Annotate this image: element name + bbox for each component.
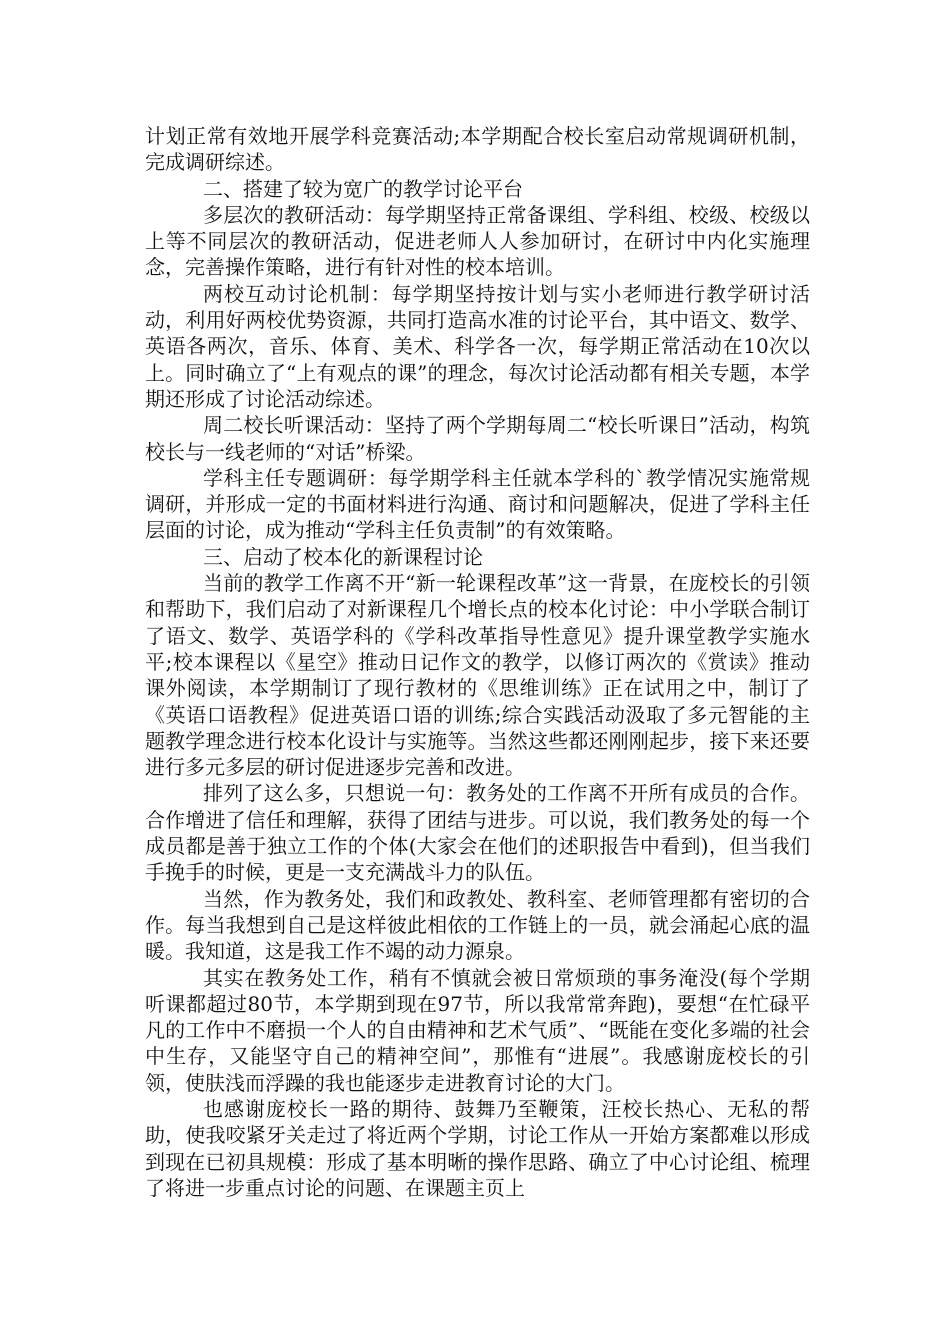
section-heading-three: 三、启动了校本化的新课程讨论 [203,544,483,569]
paragraph-continued-text: 计划正常有效地开展学科竞赛活动;本学期配合校长室启动常规调研机制，完成调研综述。 [145,124,810,175]
paragraph-two-school-mechanism: 两校互动讨论机制：每学期坚持按计划与实小老师进行教学研讨活动，利用好两校优势资源，共同打造高水准的讨论平台，其中语文、数学、英语各两次，音乐、体育、美术、科学各一次，每学期正常活动在10次以上。同时确立了“上有观点的课”的理念，每次讨论活动都有相关专题，本学期还形成了讨论活动综述。 [145,281,810,411]
paragraph-thanks: 也感谢庞校长一路的期待、鼓舞乃至鞭策，汪校长热心、无私的帮助，使我咬紧牙关走过了将近两个学期，讨论工作从一开始方案都难以形成到现在已初具规模：形成了基本明晰的操作思路、确立了中心讨论组、梳理了将进一步重点讨论的问题、在课题主页上 [145,1096,810,1200]
paragraph-cooperation: 排列了这么多，只想说一句：教务处的工作离不开所有成员的合作。合作增进了信任和理解，获得了团结与进步。可以说，我们教务处的每一个成员都是善于独立工作的个体(大家会在他们的述职报告中看到)，但当我们手挽手的时候，更是一支充满战斗力的队伍。 [145,781,810,885]
paragraph-principal-lesson-day: 周二校长听课活动：坚持了两个学期每周二“校长听课日”活动，构筑校长与一线老师的“对话”桥梁。 [145,413,810,464]
paragraph-daily-work: 其实在教务处工作，稍有不慎就会被日常烦琐的事务淹没(每个学期听课都超过80节，本学期到现在97节，所以我常常奔跑)，要想“在忙碌平凡的工作中不磨损一个人的自由精神和艺术气质”、“既能在变化多端的社会中生存，又能坚守自己的精神空间”，那惟有“进展”。我感谢庞校长的引领，使肤浅而浮躁的我也能逐步走进教育讨论的大门。 [145,965,810,1095]
section-heading-two: 二、搭建了较为宽广的教学讨论平台 [203,176,523,201]
paragraph-curriculum-reform: 当前的教学工作离不开“新一轮课程改革”这一背景，在庞校长的引领和帮助下，我们启动了对新课程几个增长点的校本化讨论：中小学联合制订了语文、数学、英语学科的《学科改革指导性意见》提升课堂教学实施水平;校本课程以《星空》推动日记作文的教学，以修订两次的《赏读》推动课外阅读，本学期制订了现行教材的《思维训练》正在试用之中，制订了《英语口语教程》促进英语口语的训练;综合实践活动汲取了多元智能的主题教学理念进行校本化设计与实施等。当然这些都还刚刚起步，接下来还要进行多元多层的研讨促进逐步完善和改进。 [145,571,810,780]
document-body [145,123,810,1201]
paragraph-departments: 当然，作为教务处，我们和政教处、教科室、老师管理都有密切的合作。每当我想到自己是这样彼此相依的工作链上的一员，就会涌起心底的温暖。我知道，这是我工作不竭的动力源泉。 [145,886,810,964]
paragraph-multilevel-research: 多层次的教研活动：每学期坚持正常备课组、学科组、校级、校级以上等不同层次的教研活动，促进老师人人参加研讨，在研讨中内化实施理念，完善操作策略，进行有针对性的校本培训。 [145,202,810,280]
paragraph-subject-director-research: 学科主任专题调研：每学期学科主任就本学科的`教学情况实施常规调研，并形成一定的书面材料进行沟通、商讨和问题解决，促进了学科主任层面的讨论，成为推动“学科主任负责制”的有效策略。 [145,465,810,543]
